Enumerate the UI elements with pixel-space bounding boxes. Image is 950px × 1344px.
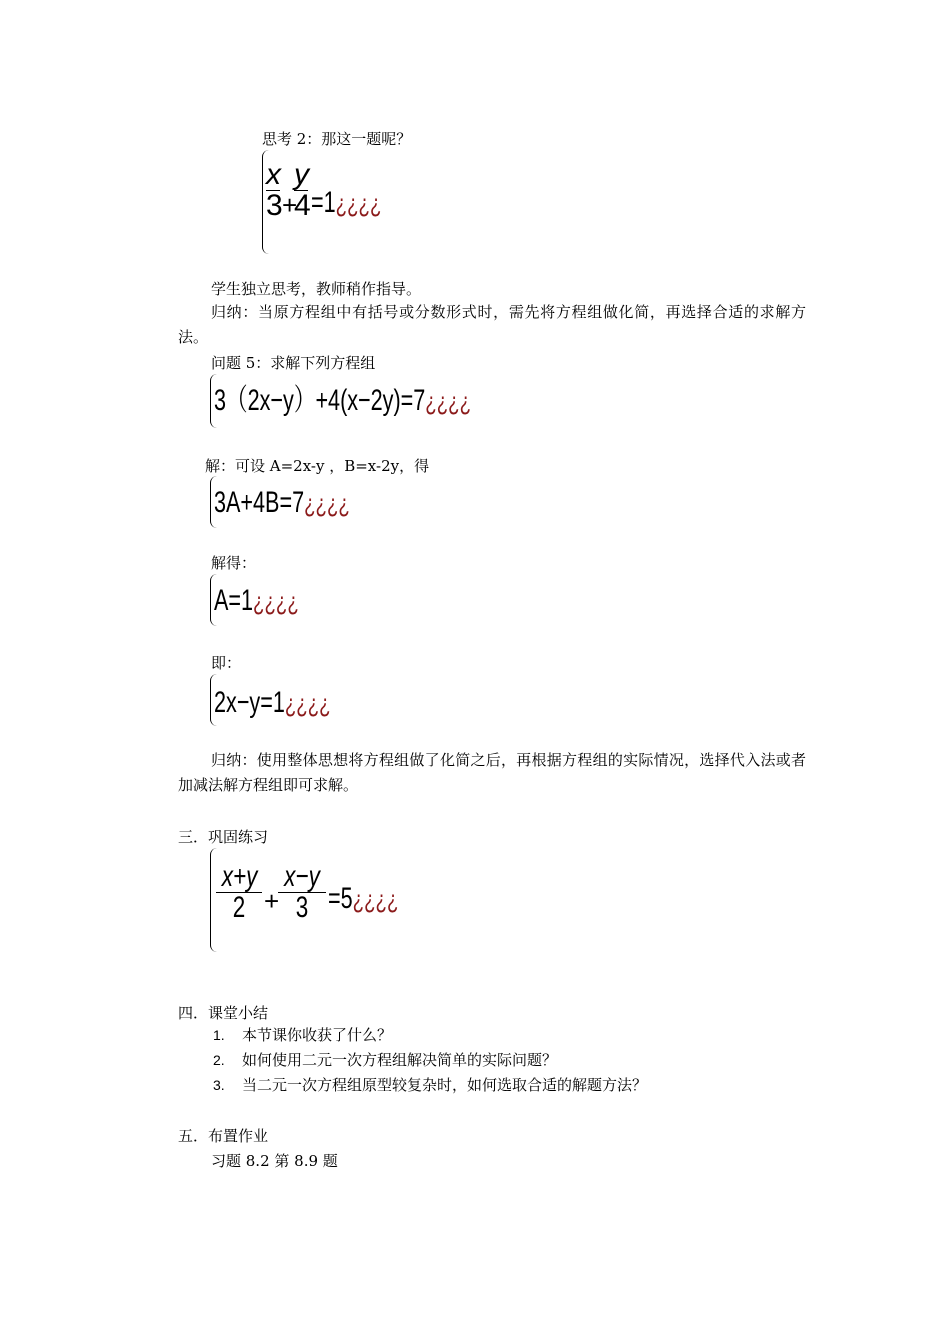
equation-4 bbox=[214, 586, 299, 616]
equation-3 bbox=[214, 488, 350, 518]
equation-text: 2x−y=1 bbox=[214, 686, 285, 719]
solved-label: 解得： bbox=[211, 554, 257, 572]
solution-intro: 解：可设 A=2x-y ，B=x-2y，得 bbox=[205, 457, 430, 475]
garbled-characters: ¿¿¿¿ bbox=[284, 688, 331, 718]
fraction-denominator: 4 bbox=[294, 189, 311, 222]
section-5-heading: 五．布置作业 bbox=[178, 1127, 269, 1145]
garbled-characters: ¿¿¿¿ bbox=[335, 188, 382, 218]
equation-rhs-text: =5 bbox=[328, 882, 353, 915]
list-number: 3. bbox=[213, 1077, 225, 1093]
equation-6-rhs bbox=[328, 884, 398, 914]
fraction-numerator: x+y bbox=[221, 860, 258, 893]
equation-rhs-text: =1 bbox=[311, 186, 336, 219]
homework-line: 习题 8.2 第 8.9 题 bbox=[211, 1152, 338, 1170]
equation-6-fraction-sum bbox=[216, 862, 262, 923]
equation-text: 3A+4B=7 bbox=[214, 486, 305, 519]
fraction-numerator: x bbox=[266, 158, 281, 191]
summary-paragraph-1: 归纳：当原方程组中有括号或分数形式时，需先将方程组做化简，再选择合适的求解方法。 bbox=[178, 303, 806, 346]
equation-text: A=1 bbox=[214, 584, 254, 617]
fraction-denominator: 3 bbox=[266, 189, 283, 222]
section-3-heading: 三．巩固练习 bbox=[178, 828, 269, 846]
problem-5-heading: 问题 5：求解下列方程组 bbox=[211, 354, 376, 372]
list-item: 当二元一次方程组原型较复杂时，如何选取合适的解题方法？ bbox=[242, 1076, 648, 1094]
plus-sign: + bbox=[264, 886, 280, 916]
garbled-characters: ¿¿¿¿ bbox=[304, 488, 350, 518]
summary-paragraph-2: 归纳：使用整体思想将方程组做了化简之后，再根据方程组的实际情况，选择代入法或者加减法解方程组即可求解。 bbox=[178, 751, 806, 794]
fraction-numerator: x−y bbox=[284, 860, 320, 893]
equation-1-fraction-x bbox=[266, 158, 283, 222]
student-think-line: 学生独立思考，教师稍作指导。 bbox=[211, 280, 422, 298]
section-4-heading: 四．课堂小结 bbox=[178, 1004, 269, 1022]
equation-1-rhs bbox=[311, 188, 381, 218]
garbled-characters: ¿¿¿¿ bbox=[352, 884, 399, 914]
plus-sign: + bbox=[282, 190, 298, 220]
equation-text: 3（2x−y）+4(x−2y)=7 bbox=[214, 384, 426, 417]
list-number: 2. bbox=[213, 1052, 225, 1068]
equation-1-fraction-y bbox=[294, 158, 311, 222]
list-item: 如何使用二元一次方程组解决简单的实际问题？ bbox=[242, 1051, 558, 1069]
equation-5 bbox=[214, 688, 331, 718]
fraction-denominator: 2 bbox=[232, 891, 246, 924]
garbled-characters: ¿¿¿¿ bbox=[425, 386, 472, 416]
fraction-denominator: 3 bbox=[295, 891, 309, 924]
garbled-characters: ¿¿¿¿ bbox=[253, 586, 299, 616]
fraction-numerator: y bbox=[294, 158, 309, 191]
think-2-prompt: 思考 2：那这一题呢？ bbox=[262, 130, 412, 148]
equation-2 bbox=[214, 386, 471, 416]
equation-6-fraction-diff bbox=[278, 862, 326, 923]
list-item: 本节课你收获了什么？ bbox=[242, 1026, 393, 1044]
namely-label: 即： bbox=[211, 654, 242, 672]
list-number: 1. bbox=[213, 1027, 225, 1043]
